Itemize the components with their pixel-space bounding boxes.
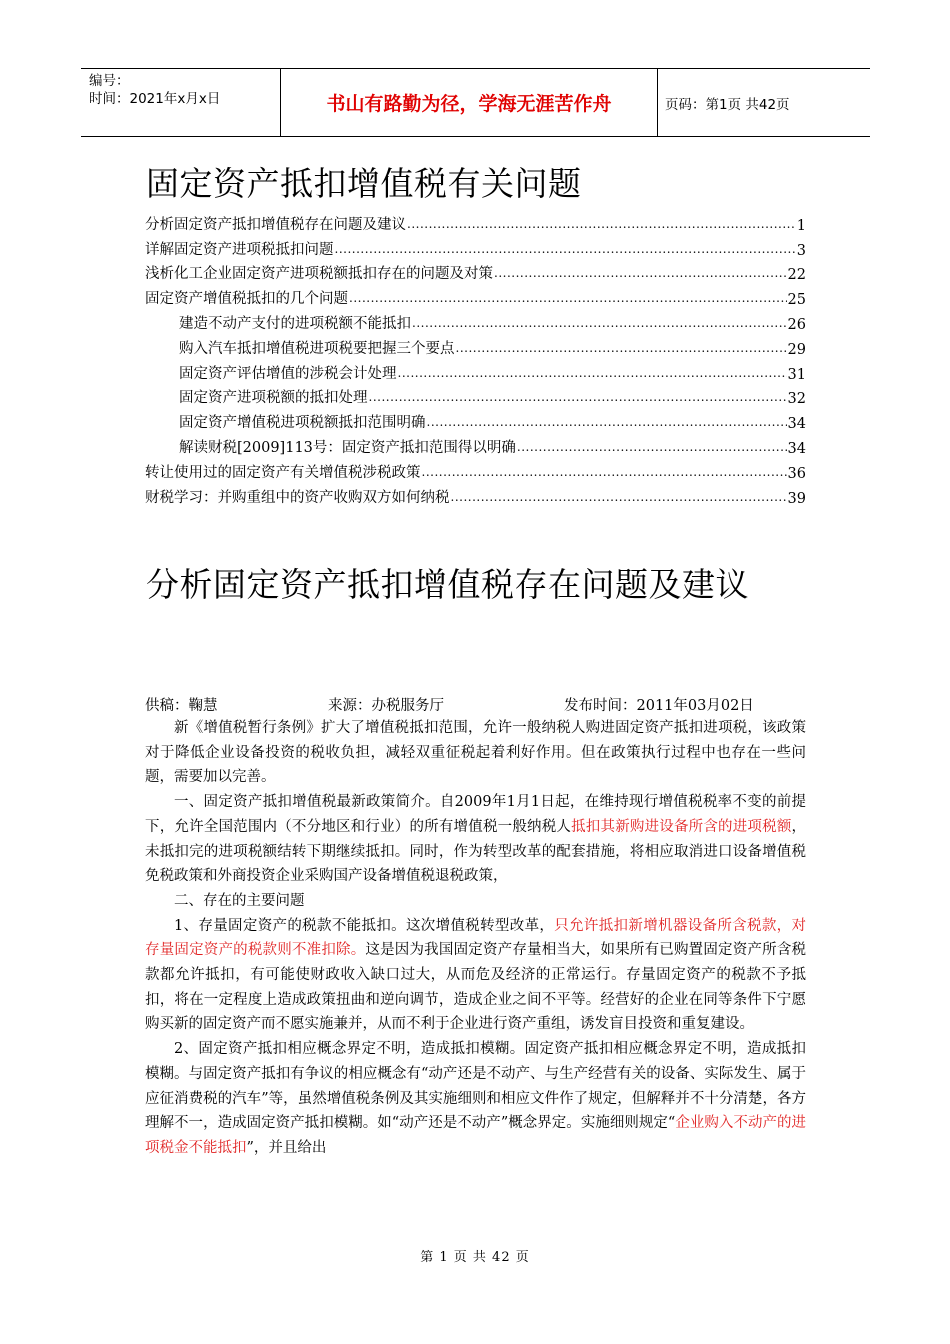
toc-entry-page: 34 <box>787 440 806 457</box>
meta-date: 发布时间：2011年03月02日 <box>564 698 754 714</box>
toc-entry[interactable] <box>145 283 806 308</box>
toc-leader-dots <box>407 217 796 231</box>
page-footer: 第 1 页 共 42 页 <box>420 1250 530 1265</box>
toc-leader-dots <box>456 341 787 355</box>
toc-entry-page: 25 <box>787 292 806 309</box>
paragraph-text: 这是因为我国固定资产存量相当大，如果所有已购置固定资产所含税款都允许抵扣，有可能使财政收入缺口过大，从而危及经济的正常运行。存量固定资产的税款不予抵扣，将在一定程度上造成政策扭曲和逆向调节，造成企业之间不平等。经营好的企业在同等条件下宁愿购买新的固定资产而不愿实施兼并，从而不利于企业进行资产重组，诱发盲目投资和重复建设。 <box>145 942 807 1033</box>
toc-leader-dots <box>369 390 787 404</box>
paragraph-text: 1、存量固定资产的税款不能抵扣。这次增值税转型改革， <box>174 917 555 934</box>
toc-entry-page: 32 <box>787 391 806 408</box>
toc-entry-page: 3 <box>796 242 806 259</box>
toc-entry-label: 固定资产增值税抵扣的几个问题 <box>145 291 348 308</box>
body-paragraph <box>145 716 806 790</box>
toc-leader-dots <box>422 465 787 479</box>
toc-leader-dots <box>412 316 787 330</box>
toc-entry-page: 29 <box>787 341 806 358</box>
body-paragraph <box>145 790 806 889</box>
document-title: 固定资产抵扣增值税有关问题 <box>146 164 582 203</box>
section-title: 分析固定资产抵扣增值税存在问题及建议 <box>146 565 749 604</box>
toc-entry-page: 34 <box>787 416 806 433</box>
header-motto: 书山有路勤为径，学海无涯苦作舟 <box>281 69 658 136</box>
document-number-label: 编号： <box>89 73 130 89</box>
toc-entry[interactable] <box>145 308 806 333</box>
toc-entry-label: 解读财税[2009]113号：固定资产抵扣范围得以明确 <box>179 439 516 456</box>
toc-leader-dots <box>517 440 787 454</box>
highlighted-text: 企业购入不动产的进项税金不能抵扣 <box>145 1115 806 1156</box>
highlighted-text: 只允许抵扣新增机器设备所含税款，对存量固定资产的税款则不准扣除。 <box>145 917 806 959</box>
body-paragraph <box>145 889 806 914</box>
toc-entry-page: 39 <box>787 490 806 507</box>
highlighted-text: 抵扣其新购进设备所含的进项税额 <box>571 818 792 835</box>
toc-entry[interactable] <box>145 259 806 284</box>
header-page-info: 页码：第1页 共42页 <box>665 96 790 113</box>
toc-entry-label: 固定资产进项税额的抵扣处理 <box>179 390 368 407</box>
paragraph-text: ”，并且给出 <box>246 1139 327 1156</box>
body-paragraph <box>145 914 806 1038</box>
toc-entry[interactable] <box>145 432 806 457</box>
toc-entry-label: 建造不动产支付的进项税额不能抵扣 <box>179 315 411 332</box>
toc-entry[interactable] <box>145 482 806 507</box>
toc-entry-page: 22 <box>787 267 806 284</box>
toc-entry-page: 26 <box>787 316 806 333</box>
toc-entry[interactable] <box>145 457 806 482</box>
toc-entry-label: 财税学习：并购重组中的资产收购双方如何纳税 <box>145 489 450 506</box>
toc-leader-dots <box>494 266 787 280</box>
toc-leader-dots <box>451 490 787 504</box>
toc-entry[interactable] <box>145 209 806 234</box>
article-body <box>145 716 806 1161</box>
paragraph-text: 二、存在的主要问题 <box>174 892 305 909</box>
meta-author: 供稿：鞠慧 <box>145 698 218 714</box>
toc-entry-label: 转让使用过的固定资产有关增值税涉税政策 <box>145 464 421 481</box>
toc-entry[interactable] <box>145 383 806 408</box>
paragraph-text: 2、固定资产抵扣相应概念界定不明，造成抵扣模糊。固定资产抵扣相应概念界定不明，造成抵扣模糊。与固定资产抵扣有争议的相应概念有“动产还是不动产、与生产经营有关的设备、实际发生、属于应征消费税的汽车”等，虽然增值税条例及其实施细则和相应文件作了规定，但解释并不十分清楚，各方理解不一，造成固定资产抵扣模糊。如“动产还是不动产”概念界定。实施细则规定“ <box>145 1041 806 1132</box>
toc-entry-page: 31 <box>787 366 806 383</box>
toc-entry-label: 详解固定资产进项税抵扣问题 <box>145 241 334 258</box>
toc-entry-label: 固定资产评估增值的涉税会计处理 <box>179 365 397 382</box>
toc-leader-dots <box>427 415 787 429</box>
article-meta <box>145 694 806 716</box>
toc-leader-dots <box>349 291 787 305</box>
paragraph-text: 一、固定资产抵扣增值税最新政策简介。自2009年1月1日起，在维持现行增值税税率不变的前提下，允许全国范围内（不分地区和行业）的所有增值税一般纳税人 <box>145 794 806 835</box>
document-time-label: 时间：2021年x月x日 <box>89 91 221 107</box>
toc-entry-page: 1 <box>796 217 806 234</box>
meta-source: 来源：办税服务厅 <box>328 698 444 714</box>
paragraph-text: ，未抵扣完的进项税额结转下期继续抵扣。同时，作为转型改革的配套措施，将相应取消进口设备增值税免税政策和外商投资企业采购国产设备增值税退税政策， <box>145 818 807 885</box>
toc-leader-dots <box>335 242 796 256</box>
table-of-contents <box>145 209 806 507</box>
toc-entry-label: 分析固定资产抵扣增值税存在问题及建议 <box>145 216 406 233</box>
toc-entry[interactable] <box>145 333 806 358</box>
toc-entry-label: 固定资产增值税进项税额抵扣范围明确 <box>179 415 426 432</box>
toc-entry-label: 购入汽车抵扣增值税进项税要把握三个要点 <box>179 340 455 357</box>
toc-entry-page: 36 <box>787 465 806 482</box>
body-paragraph <box>145 1037 806 1161</box>
toc-entry[interactable] <box>145 234 806 259</box>
page-header-table <box>81 68 870 137</box>
header-left-cell <box>81 69 281 136</box>
toc-entry[interactable] <box>145 407 806 432</box>
paragraph-text: 新《增值税暂行条例》扩大了增值税抵扣范围，允许一般纳税人购进固定资产抵扣进项税，该政策对于降低企业设备投资的税收负担，减轻双重征税起着利好作用。但在政策执行过程中也存在一些问题，需要加以完善。 <box>145 720 806 786</box>
toc-entry[interactable] <box>145 358 806 383</box>
toc-entry-label: 浅析化工企业固定资产进项税额抵扣存在的问题及对策 <box>145 266 493 283</box>
toc-leader-dots <box>398 366 787 380</box>
